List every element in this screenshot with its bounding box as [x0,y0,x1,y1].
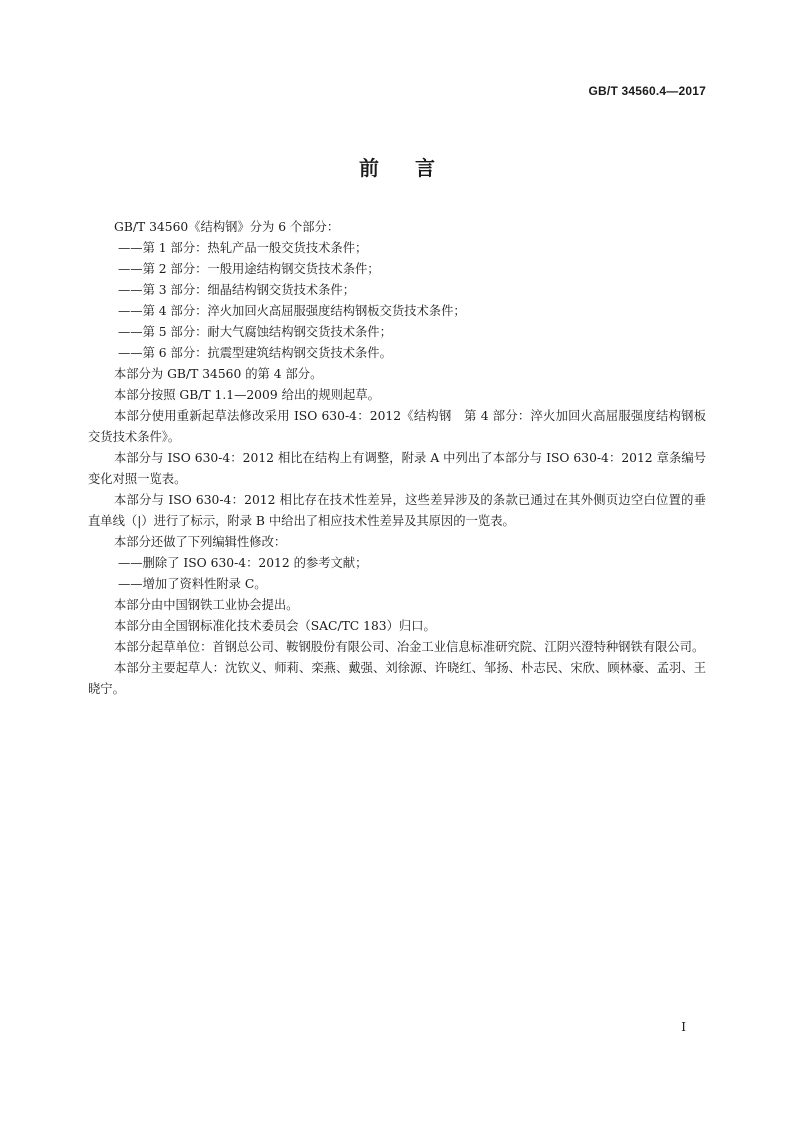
list-item: ——第 5 部分：耐大气腐蚀结构钢交货技术条件； [118,325,392,339]
paragraph: 本部分还做了下列编辑性修改： [114,535,287,549]
paragraph: 本部分为 GB/T 34560 的第 4 部分。 [114,367,323,381]
paragraph: 本部分由中国钢铁工业协会提出。 [114,598,299,612]
page-number: I [681,1020,686,1034]
paragraph: 本部分按照 GB/T 1.1—2009 给出的规则起草。 [114,388,380,402]
paragraph: 本部分由全国钢标准化技术委员会（SAC/TC 183）归口。 [114,619,436,633]
foreword-body [88,217,706,700]
list-item: ——第 6 部分：抗震型建筑结构钢交货技术条件。 [118,346,392,360]
list-item: ——第 3 部分：细晶结构钢交货技术条件； [118,283,355,297]
paragraph: 本部分使用重新起草法修改采用 ISO 630-4：2012《结构钢 第 4 部分：淬火加回火高屈服强度结构钢板交货技术条件》。 [88,409,706,444]
paragraph: 本部分与 ISO 630-4：2012 相比存在技术性差异，这些差异涉及的条款已通过在其外侧页边空白位置的垂直单线（|）进行了标示，附录 B 中给出了相应技术性差异及其原因的一览表。 [88,493,706,528]
paragraph: 本部分与 ISO 630-4：2012 相比在结构上有调整，附录 A 中列出了本部分与 ISO 630-4：2012 章条编号变化对照一览表。 [88,451,706,486]
list-item: ——第 1 部分：热轧产品一般交货技术条件； [118,241,368,255]
list-item: ——第 4 部分：淬火加回火高屈服强度结构钢板交货技术条件； [118,304,466,318]
standard-code: GB/T 34560.4—2017 [588,84,706,98]
list-item: ——删除了 ISO 630-4：2012 的参考文献； [118,556,368,570]
paragraph: GB/T 34560《结构钢》分为 6 个部分： [114,220,340,234]
paragraph: 本部分起草单位：首钢总公司、鞍钢股份有限公司、冶金工业信息标准研究院、江阴兴澄特种钢铁有限公司。 [114,640,705,654]
page-title [0,152,794,181]
title-char-2: 言 [415,156,435,180]
list-item: ——增加了资料性附录 C。 [118,577,267,591]
title-char-1: 前 [359,156,379,180]
paragraph: 本部分主要起草人：沈钦义、师莉、栾燕、戴强、刘徐源、许晓红、邹扬、朴志民、宋欣、顾林豪、孟羽、王晓宁。 [88,661,706,696]
list-item: ——第 2 部分：一般用途结构钢交货技术条件； [118,262,380,276]
